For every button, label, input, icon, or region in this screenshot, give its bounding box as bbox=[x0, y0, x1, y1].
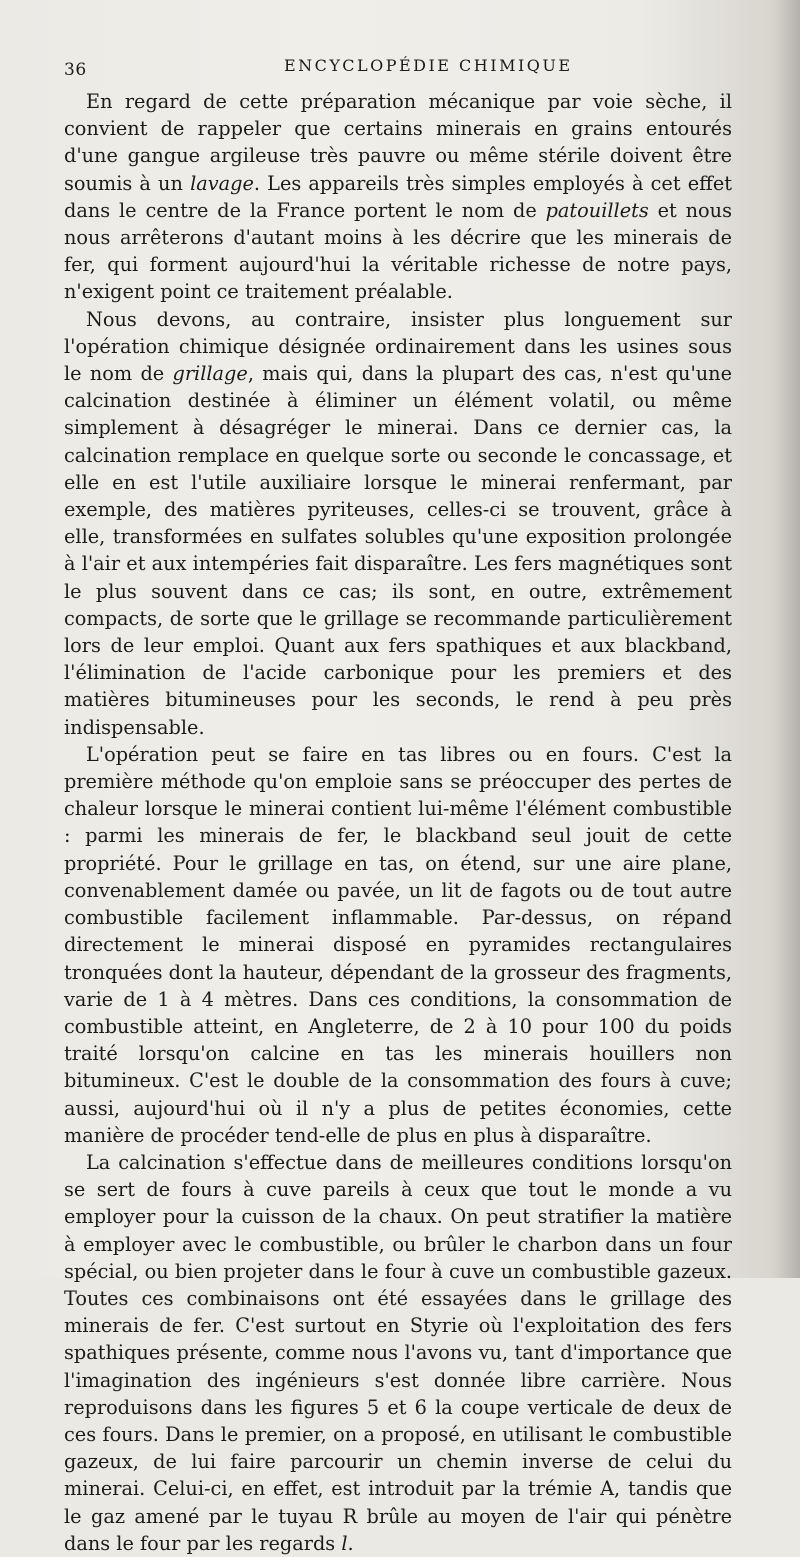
text-segment: Nous devons, au contraire, insister plus longuement sur l'opération chimique désignée ordinairement dans les usines sous le nom de bbox=[64, 307, 732, 386]
text-segment: et nous nous arrêterons d'autant moins à les décrire que les minerais de fer, qui forment aujourd'hui la véritable richesse de notre pays, n'exigent point ce traitement préalable. bbox=[64, 198, 732, 304]
page-edge-shadow bbox=[776, 0, 800, 1278]
text-segment: La calcination s'effectue dans de meilleures conditions lorsqu'on se sert de fours à cuve pareils à ceux que tout le monde a vu employer pour la cuisson de la chaux. On peut stratifier la matière à employer avec le combustible, ou brûler le charbon dans un four spécial, ou bien projeter dans le four à cuve un combustible gazeux. Toutes ces combinaisons ont été essayées dans le grillage des minerais de fer. C'est surtout en Styrie où l'exploitation des fers spathiques présente, comme nous l'avons vu, tant d'importance que l'imagination des ingénieurs s'est donnée libre carrière. Nous reproduisons dans les figures 5 et 6 la coupe verticale de deux de ces fours. Dans le premier, on a proposé, en utilisant le combustible gazeux, de lui faire parcourir un chemin inverse de celui du minerai. Celui-ci, en effet, est introduit par la trémie A, tandis que le gaz amené par le tuyau R brûle au moyen de l'air qui pénètre dans le four par les regards bbox=[64, 1150, 732, 1555]
paragraph bbox=[64, 741, 732, 1149]
text-segment: L'opération peut se faire en tas libres ou en fours. C'est la première méthode qu'on emploie sans se préoccuper des pertes de chaleur lorsque le minerai contient lui-même l'élément combustible : parmi les minerais de fer, le blackband seul jouit de cette propriété. Pour le grillage en tas, on étend, sur une aire plane, convenablement damée ou pavée, un lit de fagots ou de tout autre combustible facilement inflammable. Par-dessus, on répand directement le minerai disposé en pyramides rectangulaires tronquées dont la hauteur, dépendant de la grosseur des fragments, varie de 1 à 4 mètres. Dans ces conditions, la consommation de combustible atteint, en Angleterre, de 2 à 10 pour 100 du poids traité lorsqu'on calcine en tas les minerais houillers non bitumineux. C'est le double de la consommation des fours à cuve; aussi, aujourd'hui où il n'y a plus de petites économies, cette manière de procéder tend-elle de plus en plus à disparaître. bbox=[64, 742, 732, 1147]
page-header bbox=[64, 50, 754, 82]
body-text bbox=[64, 88, 732, 1557]
text-segment: . Les appareils très simples employés à cet effet dans le centre de la France portent le nom de bbox=[64, 171, 733, 222]
text-segment: En regard de cette préparation mécanique par voie sèche, il convient de rappeler que certains minerais en grains entourés d'une gangue argileuse très pauvre ou même stérile doivent être soumis à un bbox=[64, 90, 732, 195]
italic-term: lavage bbox=[190, 171, 254, 195]
page-number: 36 bbox=[64, 60, 87, 80]
italic-term: patouillets bbox=[545, 198, 649, 222]
paragraph bbox=[64, 88, 732, 306]
italic-term: grillage bbox=[172, 362, 248, 386]
running-head: ENCYCLOPÉDIE CHIMIQUE bbox=[284, 56, 573, 75]
italic-term: l bbox=[341, 1531, 348, 1555]
text-segment: , mais qui, dans la plupart des cas, n'est qu'une calcination destinée à éliminer un élément volatil, ou même simplement à désagréger le minerai. Dans ce dernier cas, la calcination remplace en quelque sorte ou seconde le concassage, et elle en est l'utile auxiliaire lorsque le minerai renfermant, par exemple, des matières pyriteuses, celles-ci se trouvent, grâce à elle, transformées en sulfates solubles qu'une exposition prolongée à l'air et aux intempéries fait disparaître. Les fers magnétiques sont le plus souvent dans ce cas; ils sont, en outre, extrêmement compacts, de sorte que le grillage se recommande particulièrement lors de leur emploi. Quant aux fers spathiques et aux blackband, l'élimination de l'acide carbonique pour les premiers et des matières bitumineuses pour les seconds, le rend à peu près indispensable. bbox=[64, 362, 732, 739]
paragraph bbox=[64, 1149, 732, 1557]
text-segment: . bbox=[347, 1531, 354, 1555]
paragraph bbox=[64, 306, 732, 741]
